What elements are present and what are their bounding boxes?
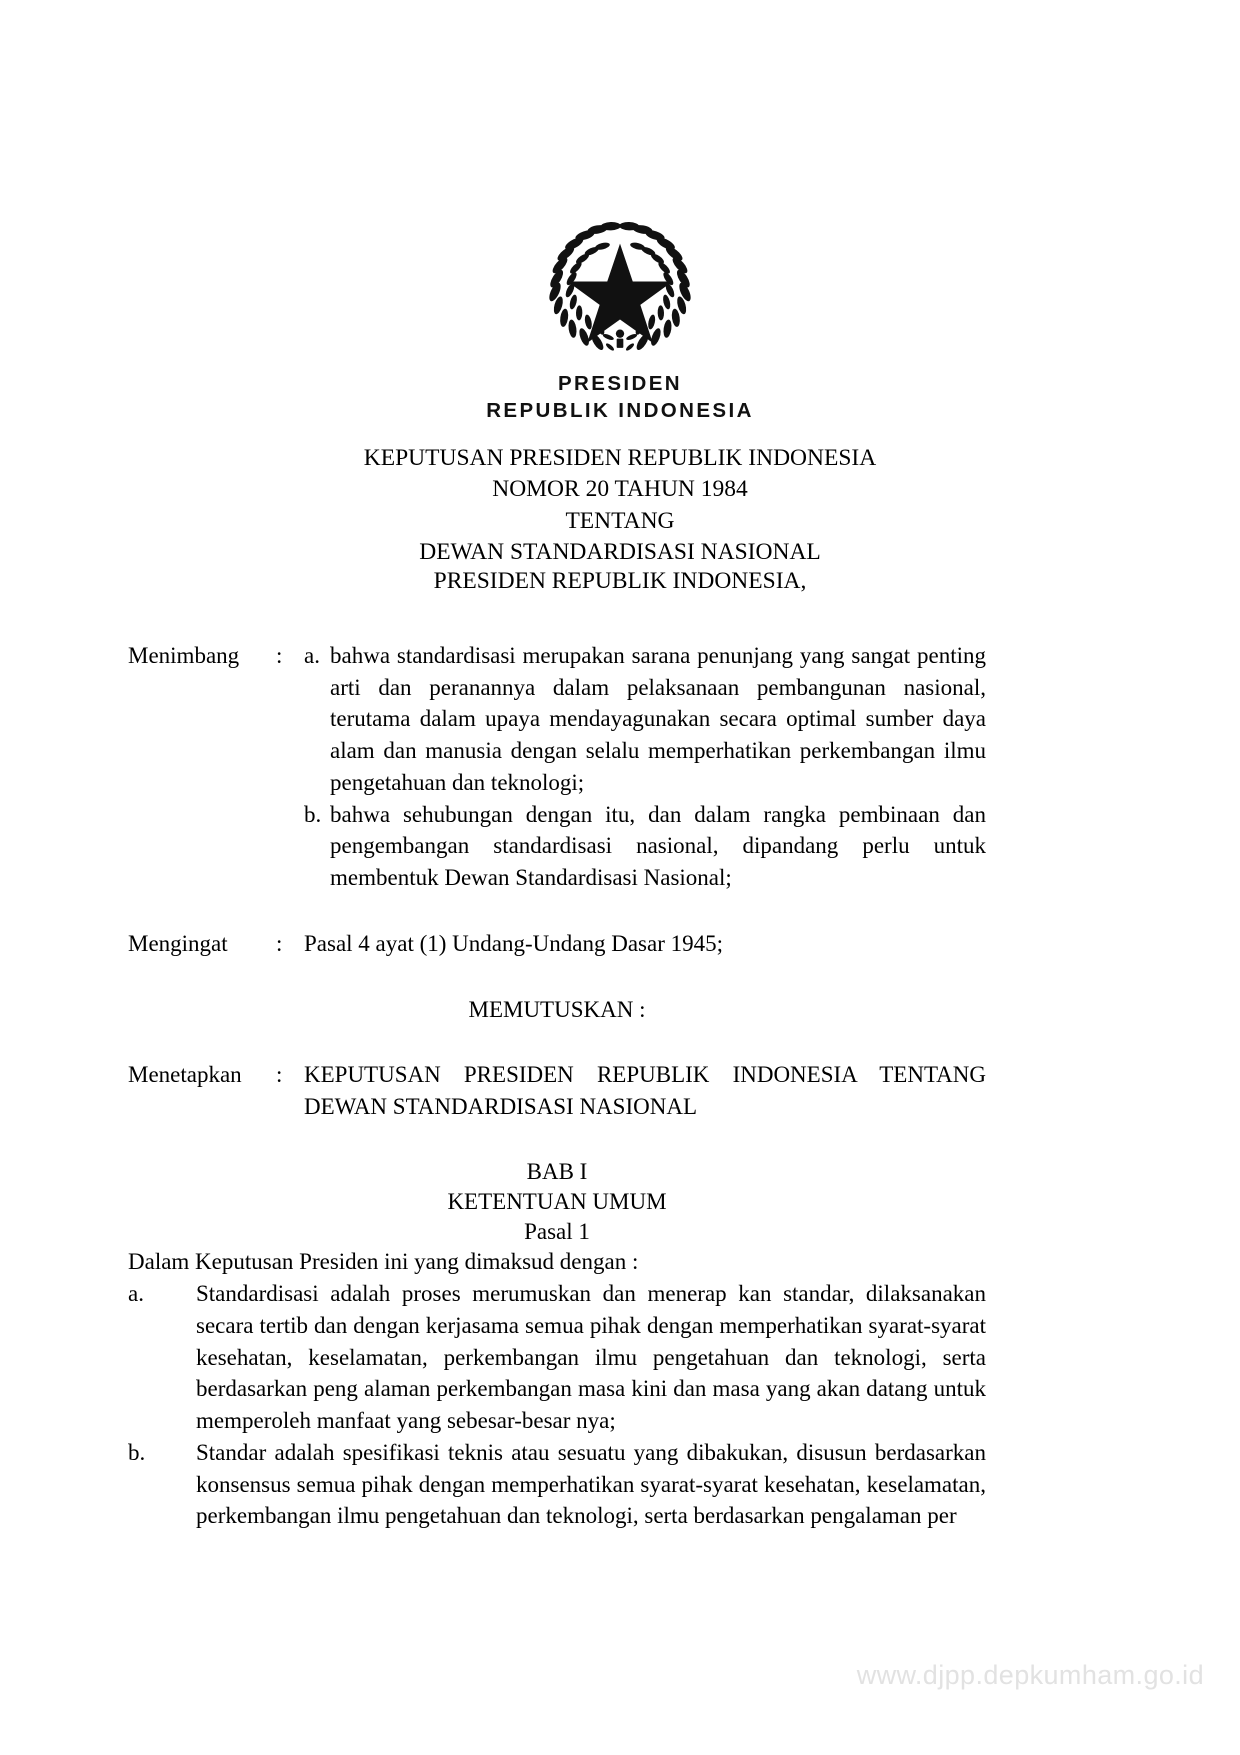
- menimbang-item: [304, 799, 986, 894]
- title-line-dewan: DEWAN STANDARDISASI NASIONAL: [419, 538, 821, 565]
- spacer: [128, 1025, 986, 1059]
- pasal1-lead: Dalam Keputusan Presiden ini yang dimaksud dengan :: [128, 1249, 639, 1275]
- bab-title: KETENTUAN UMUM: [447, 1188, 667, 1214]
- star-in-laurel-wreath-icon: [536, 212, 704, 362]
- source-watermark: www.djpp.depkumham.go.id: [856, 1660, 1204, 1690]
- title-line-keputusan: KEPUTUSAN PRESIDEN REPUBLIK INDONESIA: [363, 445, 877, 471]
- menetapkan-label: Menetapkan: [128, 1062, 242, 1088]
- section-menimbang: [128, 640, 986, 894]
- item-text: bahwa sehubungan dengan itu, dan dalam rangka pembinaan dan pengembangan standardisasi nasional, dipandang perlu untuk membentuk Dewan Standardisasi Nasional;: [330, 801, 986, 891]
- memutuskan-heading: MEMUTUSKAN :: [468, 996, 646, 1022]
- document-title-block: [0, 443, 1240, 568]
- definition-text: Standar adalah spesifikasi teknis atau sesuatu yang dibakukan, disusun berdasarkan konsensus semua pihak dengan memperhatikan syarat-syarat kesehatan, keselamatan, perkembangan ilmu pengetahuan dan teknologi, serta berdasarkan pengalaman per: [196, 1439, 986, 1529]
- title-line-tentang: TENTANG: [565, 507, 675, 534]
- section-menetapkan: [128, 1059, 986, 1122]
- bab-number: BAB I: [526, 1158, 588, 1184]
- item-text: bahwa standardisasi merupakan sarana penunjang yang sangat penting arti dan peranannya dalam pelaksanaan pembangunan nasional, terutama dalam upaya mendayagunakan secara optimal sumber daya alam dan manusia dengan selalu memperhatikan perkembangan ilmu pengetahuan dan teknologi;: [330, 643, 986, 795]
- chapter-heading: [128, 1157, 986, 1247]
- menetapkan-text: KEPUTUSAN PRESIDEN REPUBLIK INDONESIA TENTANG DEWAN STANDARDISASI NASIONAL: [304, 1062, 986, 1120]
- letterhead-line-republik-indonesia: REPUBLIK INDONESIA: [486, 399, 754, 423]
- item-marker: a.: [304, 643, 320, 668]
- document-body: [128, 640, 986, 1532]
- item-marker: b.: [304, 801, 322, 827]
- spacer: [128, 894, 986, 928]
- definition-item: [128, 1278, 986, 1437]
- menimbang-items: [304, 640, 986, 894]
- spacer: [128, 1123, 986, 1157]
- definition-text: Standardisasi adalah proses merumuskan dan menerap kan standar, dilaksanakan secara tertib dan dengan kerjasama semua pihak dengan memperhatikan syarat-syarat kesehatan, keselamatan, perkembangan ilmu pengetahuan dan teknologi, serta berdasarkan peng alaman perkembangan masa kini dan masa yang akan datang untuk memperoleh manfaat yang sebesar-besar nya;: [196, 1281, 986, 1434]
- title-line-nomor: NOMOR 20 TAHUN 1984: [492, 476, 748, 503]
- menetapkan-colon: :: [276, 1062, 283, 1088]
- mengingat-label: Mengingat: [128, 930, 228, 956]
- letterhead-line-presiden: PRESIDEN: [557, 372, 682, 395]
- pasal-number: Pasal 1: [524, 1218, 590, 1244]
- mengingat-text: Pasal 4 ayat (1) Undang-Undang Dasar 1945;: [304, 930, 723, 956]
- spacer: [128, 960, 986, 994]
- definition-marker: b.: [128, 1439, 146, 1465]
- section-mengingat: [128, 928, 986, 960]
- menimbang-item: [304, 640, 986, 799]
- letterhead: [0, 212, 1240, 424]
- menimbang-label: Menimbang: [128, 643, 240, 668]
- definition-item: [128, 1437, 986, 1532]
- definition-marker: a.: [128, 1281, 144, 1307]
- subject-line: PRESIDEN REPUBLIK INDONESIA,: [433, 568, 807, 594]
- letterhead-caption: [0, 370, 1240, 424]
- mengingat-colon: :: [276, 930, 283, 956]
- menimbang-colon: :: [276, 643, 283, 668]
